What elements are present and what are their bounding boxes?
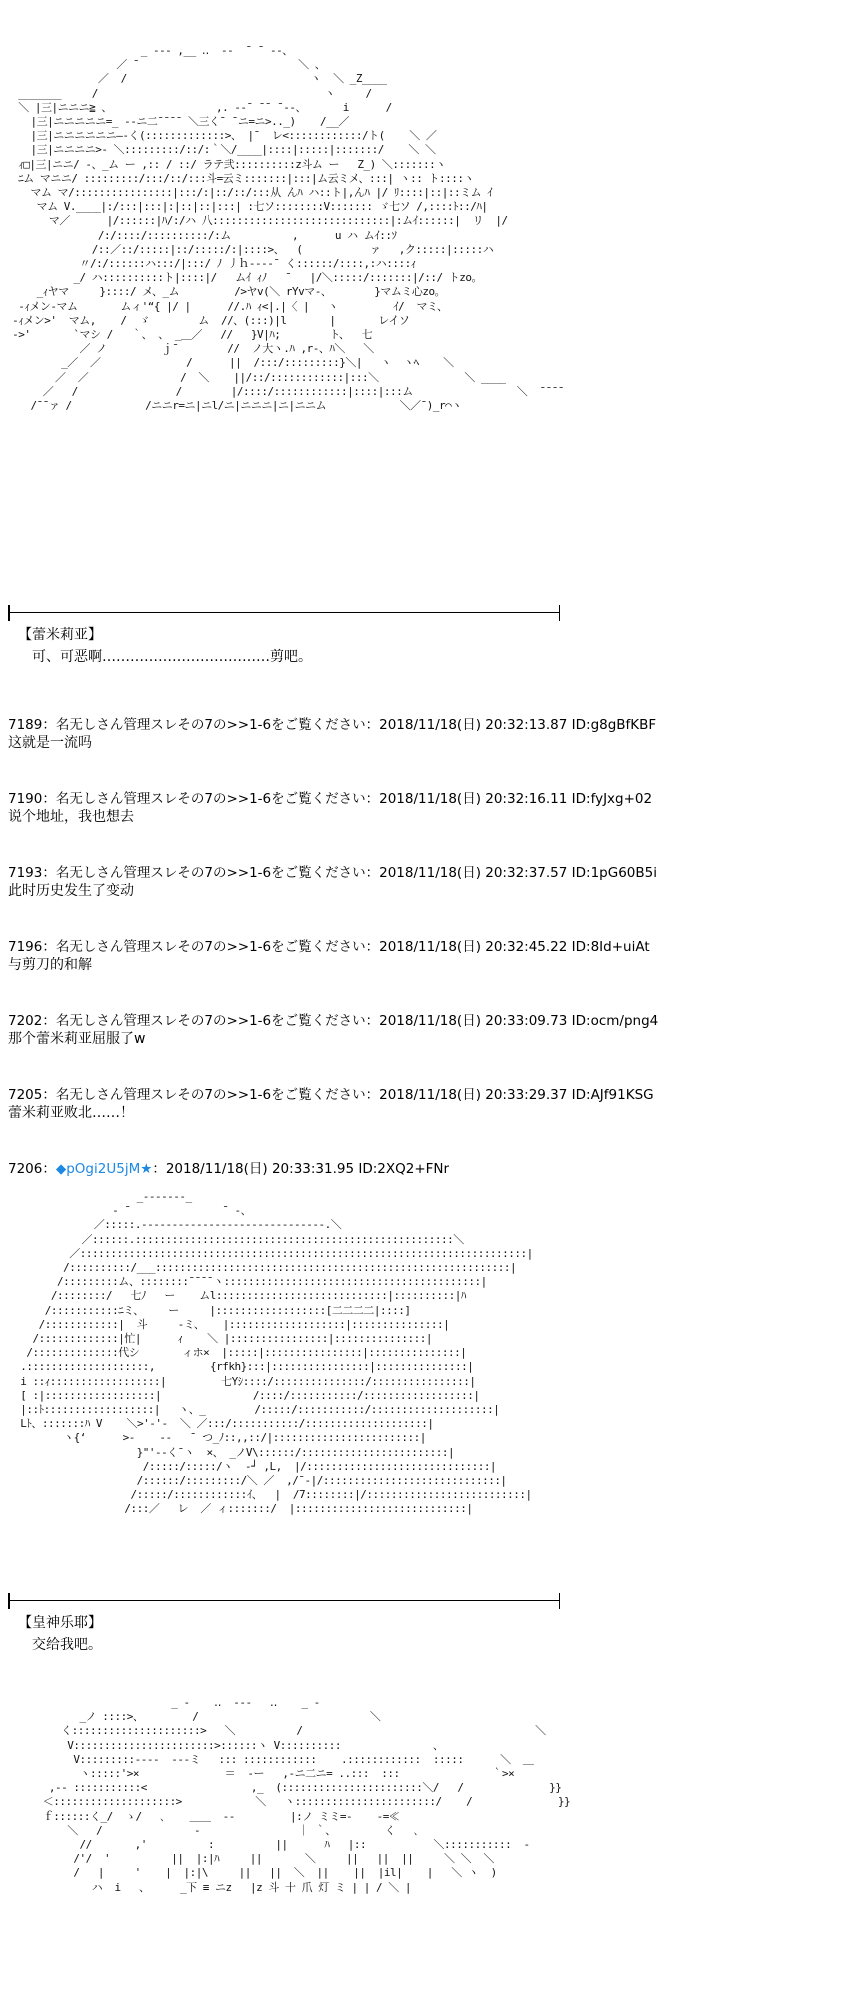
post-header: 7196：名无しさん管理スレその7の>>1-6をご覧ください：2018/11/18(日) 20:32:45.22 ID:8Id+uiAt (8, 939, 650, 955)
comment-post (8, 938, 650, 974)
post-body: 说个地址，我也想去 (8, 809, 134, 825)
scene-divider (8, 1600, 560, 1601)
post-header (8, 1160, 449, 1178)
ascii-art-remilia: _ -‐- ,__ ‥ ‐‐ ¯ ¯ ‐-、 ／ ¯ ＼ 、 ／ / ヽ ＼ _Z____ _______ / ヽ / ＼ |三|ニニニ≧ 、 ,. -‐¯ ¯¯ ¯‐-、 i / |三|ニニニニニ=_ -‐ニ二¯¯¯¯ ＼三く¯ ¯ニ=ニ>.._) /__／ |三|ニニニニニニ―-く(:::::::::::::>、 |¯ レ<::::::::::::/ト( ＼ ／ |三|ニニニニ>- ＼:::::::::/::/:｀＼/____|::::|:::::|:::::::/ ＼ ＼ ｨ□|三|ニニ/ -、_ム ー ,:: / ::/ ラテ弐::::::::::z斗ム ー Z_) ＼:::::::ヽ ﾆム マニニ/ :::::::::/:::/::/:::斗=云ミ:::::::|:::|ム云ミメ、:::| ヽ:: ト::::ヽ マム マ/::::::::::::::::|:::/:|::/::/:::从 んﾊ ハ::ト|,んﾊ |/ ﾘ::::|::|::ミム ｲ マム V.____|:/:::|:::|:|::|::|:::| :七ソ::::::::V::::::: ゞ七ソ /,::::ﾄ::/ﾊ| マ／ |/::::::|ﾊ/:/ハ 八:::::::::::::::::::::::::::::|:ムｲ::::::| リ |/ /:/::::/::::::::::/:ム , u ハ ムｲ::ｿ /::／::/:::::|::/:::::/:|::::>、 ( ァ ,ク:::::|:::::ハ 〃/:/::::::ハ:::/|:::/ ﾉ 丿ｈ‐‐‐‐¯ く::::::/::::,:ハ::::ｨ _/ ハ::::::::::ト|::::|/ ムｲ ｨﾉ ¯ |/＼:::::/:::::::|/::/ トzo。 _ｨヤマ }::::/ メ、_ム />ヤv(＼ rYvマ‐、 }マムミ心zo。 ‐ｨメン‐マム ムィ'“{ |/ | //.ﾊ ｨ<|.|〈 | ヽ ｲ/ マミ、 ‐ｨメン>' マム, / ゞ ム //、(:::)|l | レイソ ‐>' `マシ / ｀、 、 _＿／ // }V|ﾊ; ト、 七 ／ ノ ｊ¯ // ノ大ヽ.ﾊ ,r‐、ﾊ＼ ＼ _／ ／ / || /:::/:::::::::}＼| ヽ ヽﾍ ＼ ／ ／ / ＼ ||/::/::::::::::::|:::＼ ＼ ____ ／ / / |/::::/::::::::::::|::::|:::ム ＼ ¯¯¯¯ /¯¯ァ / /ニニr=ニ|ニl/ニ|ニニニ|ニ|ニニム ＼／¯)_r⌒ヽ (12, 44, 565, 413)
speaker-name: 【蕾米莉亚】 (18, 627, 102, 643)
ascii-art-third: _ - ‥ ‐‐‐ ‥ _ ‐ _ノ ::::>、 / ＼ く:::::::::::::::::::::> ＼ / ＼ V:::::::::::::::::::::::>::::::ヽ V:::::::::: 、 V:::::::::‐‐‐‐ ‐‐‐ミ ::: :::::::::::: .:::::::::::: ::::: ＼ ＿ ヽ:::::'>× ＝ ‐ー ,-ニ二ニ= ..::: ::: ｀>× ,‐‐ :::::::::::< ,_ (:::::::::::::::::::::::＼/ / }} ＜::::::::::::::::::::> ＼ ヽ:::::::::::::::::::::::/ / }} ｆ::::::く_/ ゝ/ ､ ＿＿ ‐‐ |:ノ ミミ=‐ ‐=≪ ＼ / ‐ ｜ ｀、 く ､ // ,' : || ﾊ |:: ＼::::::::::: ‐ /'/ ' || |:|ﾊ || ＼ || || || ＼ ＼ ＼ / | ' | |:|\ || || ＼ || || |il| | ＼ ヽ ) ハ i 、 _下 ≡ ニz |z 斗 十 爪 灯 ミ | | / ＼ | (42, 1696, 571, 1894)
post-body: 蕾米莉亚败北……！ (8, 1105, 134, 1121)
scene-divider (8, 612, 560, 613)
dialogue-line: 可、可恶啊………………………………剪吧。 (32, 649, 312, 665)
post-header: 7189：名无しさん管理スレその7の>>1-6をご覧ください：2018/11/18(日) 20:32:13.87 ID:g8gBfKBF (8, 717, 657, 733)
post-header: 7205：名无しさん管理スレその7の>>1-6をご覧ください：2018/11/18(日) 20:33:29.37 ID:AJf91KSG (8, 1087, 654, 1103)
post-header: 7202：名无しさん管理スレその7の>>1-6をご覧ください：2018/11/18(日) 20:33:09.73 ID:ocm/png4 (8, 1013, 659, 1029)
ascii-art-kagura: _-------_ ‐ ¯ ¯ ‐、 ／:::::.-----------------------------‐.＼ ／::::::.::::::::::::::::::::::::::::::::::::::::::::::::::::＼ ／:::::::::::::::::::::::::::::::::::::::::::::::::::::::::::::::::::::::::| /::::::::::/___::::::::::::::::::::::::::::::::::::::::::::::::::::::::::| /:::::::::ム、::::::::¯¯¯¯ヽ::::::::::::::::::::::::::::::::::::::::::| /::::::::/ 七ﾉ ー ムl::::::::::::::::::::::::::::|::::::::::|ﾊ /:::::::::::ﾆミ、 ー |::::::::::::::::::[二二二二|::::] /::::::::::::| 斗 ‐ミ、 |:::::::::::::::::::|:::::::::::::::| /:::::::::::::|忙| ｨ ＼ |::::::::::::::::|:::::::::::::::| /::::::::::::::代シ ィホ× |:::::|::::::::::::::::|:::::::::::::::| .::::::::::::::::::::, {rfkh}:::|::::::::::::::::|:::::::::::::::| i ::ｨ::::::::::::::::::| 七Yｼ::::/:::::::::::::::/::::::::::::::::| [ :|::::::::::::::::::| /::::/:::::::::::/::::::::::::::::::| |::ﾄ::::::::::::::::::| ヽ、_ /:::::/:::::::::::/::::::::::::::::::::| Lﾄ、:::::::ﾊ V ＼>'-'‐ ＼ ／:::/:::::::::::/::::::::::::::::::::| ヽ{‘ >‐ ‐‐ ¯ つ_ﾉ::,,::/|::::::::::::::::::::::::| }"'‐‐く¯ヽ ×、 _ノV\::::::/::::::::::::::::::::::::| /:::::/:::::/ヽ ‐┘ ,L, |/::::::::::::::::::::::::::::::| /::::::/:::::::::/＼ ／ ,/¯‐|/:::::::::::::::::::::::::::::| /:::::/::::::::::::ｲ、 | /7::::::::|/::::::::::::::::::::::::::| /:::／ レ ／ ィ:::::::/ |::::::::::::::::::::::::::::| (20, 1190, 533, 1516)
post-body: 那个蕾米莉亚屈服了w (8, 1031, 146, 1047)
post-body: 此时历史发生了变动 (8, 883, 134, 899)
comment-post (8, 1012, 658, 1048)
post-body: 与剪刀的和解 (8, 957, 92, 973)
author-trip[interactable]: ◆pOgi2U5jM★ (55, 1161, 153, 1177)
comment-post (8, 864, 657, 900)
speaker-name: 【皇神乐耶】 (18, 1615, 102, 1631)
comment-post (8, 716, 656, 752)
comment-post (8, 1086, 654, 1122)
post-number: 7206： (8, 1161, 56, 1177)
comment-post (8, 790, 652, 826)
post-meta: ：2018/11/18(日) 20:33:31.95 ID:2XQ2+FNr (152, 1161, 450, 1177)
post-header: 7193：名无しさん管理スレその7の>>1-6をご覧ください：2018/11/18(日) 20:32:37.57 ID:1pG60B5i (8, 865, 657, 881)
post-header: 7190：名无しさん管理スレその7の>>1-6をご覧ください：2018/11/18(日) 20:32:16.11 ID:fyJxg+02 (8, 791, 653, 807)
dialogue-line: 交给我吧。 (32, 1637, 102, 1653)
post-body: 这就是一流吗 (8, 735, 92, 751)
author-post (8, 1160, 449, 1178)
